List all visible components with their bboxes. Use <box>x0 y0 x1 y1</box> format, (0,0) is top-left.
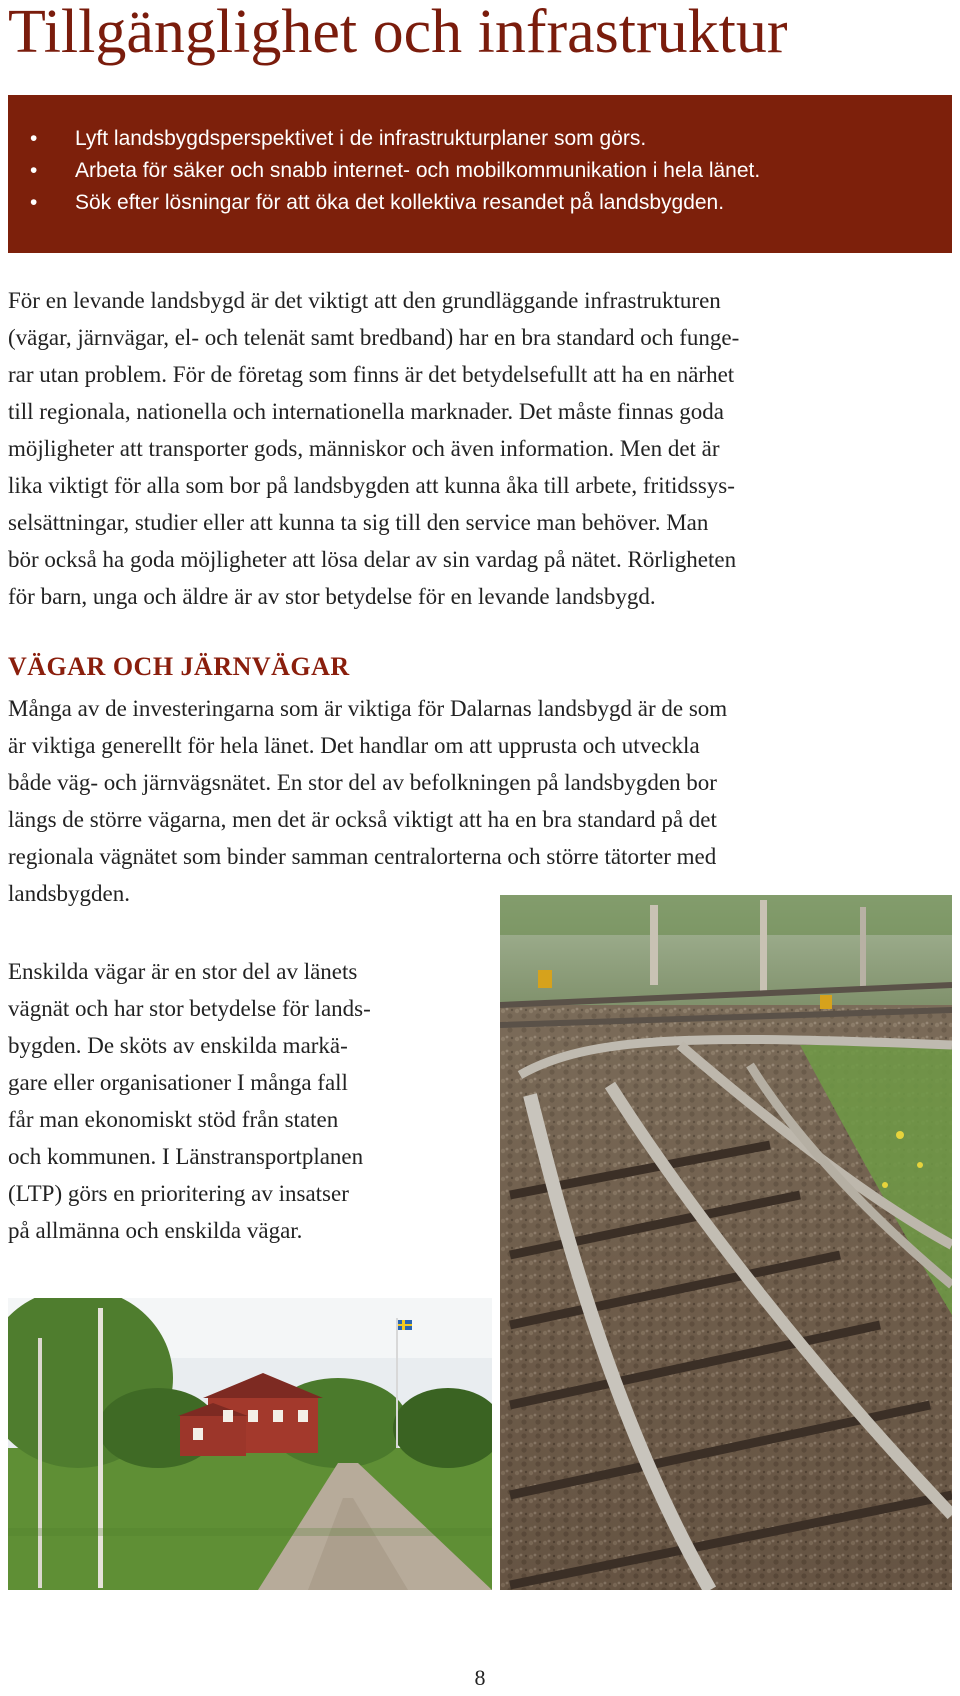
key-point-item <box>8 187 952 219</box>
text-line: (vägar, järnvägar, el- och telenät samt bredband) har en bra standard och funge- <box>8 325 740 350</box>
rural-road-red-house-photo <box>8 1298 492 1590</box>
bullet-icon: • <box>30 159 38 182</box>
text-line: Många av de investeringarna som är viktiga för Dalarnas landsbygd är de som <box>8 696 728 721</box>
section-paragraph <box>8 690 727 912</box>
key-point-text: Arbeta för säker och snabb internet- och mobilkommunikation i hela länet. <box>75 159 761 182</box>
text-line: selsättningar, studier eller att kunna ta sig till den service man behöver. Man <box>8 510 709 535</box>
text-line: får man ekonomiskt stöd från staten <box>8 1107 339 1132</box>
text-line: för barn, unga och äldre är av stor betydelse för en levande landsbygd. <box>8 584 656 609</box>
key-points-banner <box>8 95 952 253</box>
key-point-text: Lyft landsbygdsperspektivet i de infrastrukturplaner som görs. <box>75 127 647 150</box>
section-heading: VÄGAR OCH JÄRNVÄGAR <box>8 652 350 681</box>
text-line: både väg- och järnvägsnätet. En stor del av befolkningen på landsbygden bor <box>8 770 717 795</box>
key-points-list <box>8 123 952 219</box>
text-line: (LTP) görs en prioritering av insatser <box>8 1181 349 1206</box>
text-line: Enskilda vägar är en stor del av länets <box>8 959 358 984</box>
text-line: rar utan problem. För de företag som finns är det betydelsefullt att ha en närhet <box>8 362 735 387</box>
key-point-item <box>8 123 952 155</box>
text-line: landsbygden. <box>8 881 131 906</box>
text-line: möjligheter att transporter gods, människor och även information. Men det är <box>8 436 720 461</box>
intro-paragraph <box>8 282 739 615</box>
railway-tracks-photo <box>500 895 952 1590</box>
text-line: på allmänna och enskilda vägar. <box>8 1218 303 1243</box>
text-line: och kommunen. I Länstransportplanen <box>8 1144 364 1169</box>
bullet-icon: • <box>30 191 38 214</box>
text-line: är viktiga generellt för hela länet. Det handlar om att upprusta och utveckla <box>8 733 700 758</box>
text-line: till regionala, nationella och internationella marknader. Det måste finnas goda <box>8 399 724 424</box>
text-line: bygden. De sköts av enskilda markä- <box>8 1033 348 1058</box>
text-line: längs de större vägarna, men det är också viktigt att ha en bra standard på det <box>8 807 717 832</box>
text-line: lika viktigt för alla som bor på landsbygden att kunna åka till arbete, fritidssys- <box>8 473 735 498</box>
page-title: Tillgänglighet och infrastruktur <box>8 0 788 66</box>
bullet-icon: • <box>30 127 38 150</box>
key-point-text: Sök efter lösningar för att öka det kollektiva resandet på landsbygden. <box>75 191 725 214</box>
text-line: vägnät och har stor betydelse för lands- <box>8 996 371 1021</box>
page-number: 8 <box>474 1665 486 1690</box>
key-point-item <box>8 155 952 187</box>
text-line: För en levande landsbygd är det viktigt att den grundläggande infrastrukturen <box>8 288 721 313</box>
text-line: bör också ha goda möjligheter att lösa delar av sin vardag på nätet. Rörligheten <box>8 547 737 572</box>
text-line: regionala vägnätet som binder samman centralorterna och större tätorter med <box>8 844 717 869</box>
private-roads-paragraph <box>8 953 371 1249</box>
text-line: gare eller organisationer I många fall <box>8 1070 348 1095</box>
